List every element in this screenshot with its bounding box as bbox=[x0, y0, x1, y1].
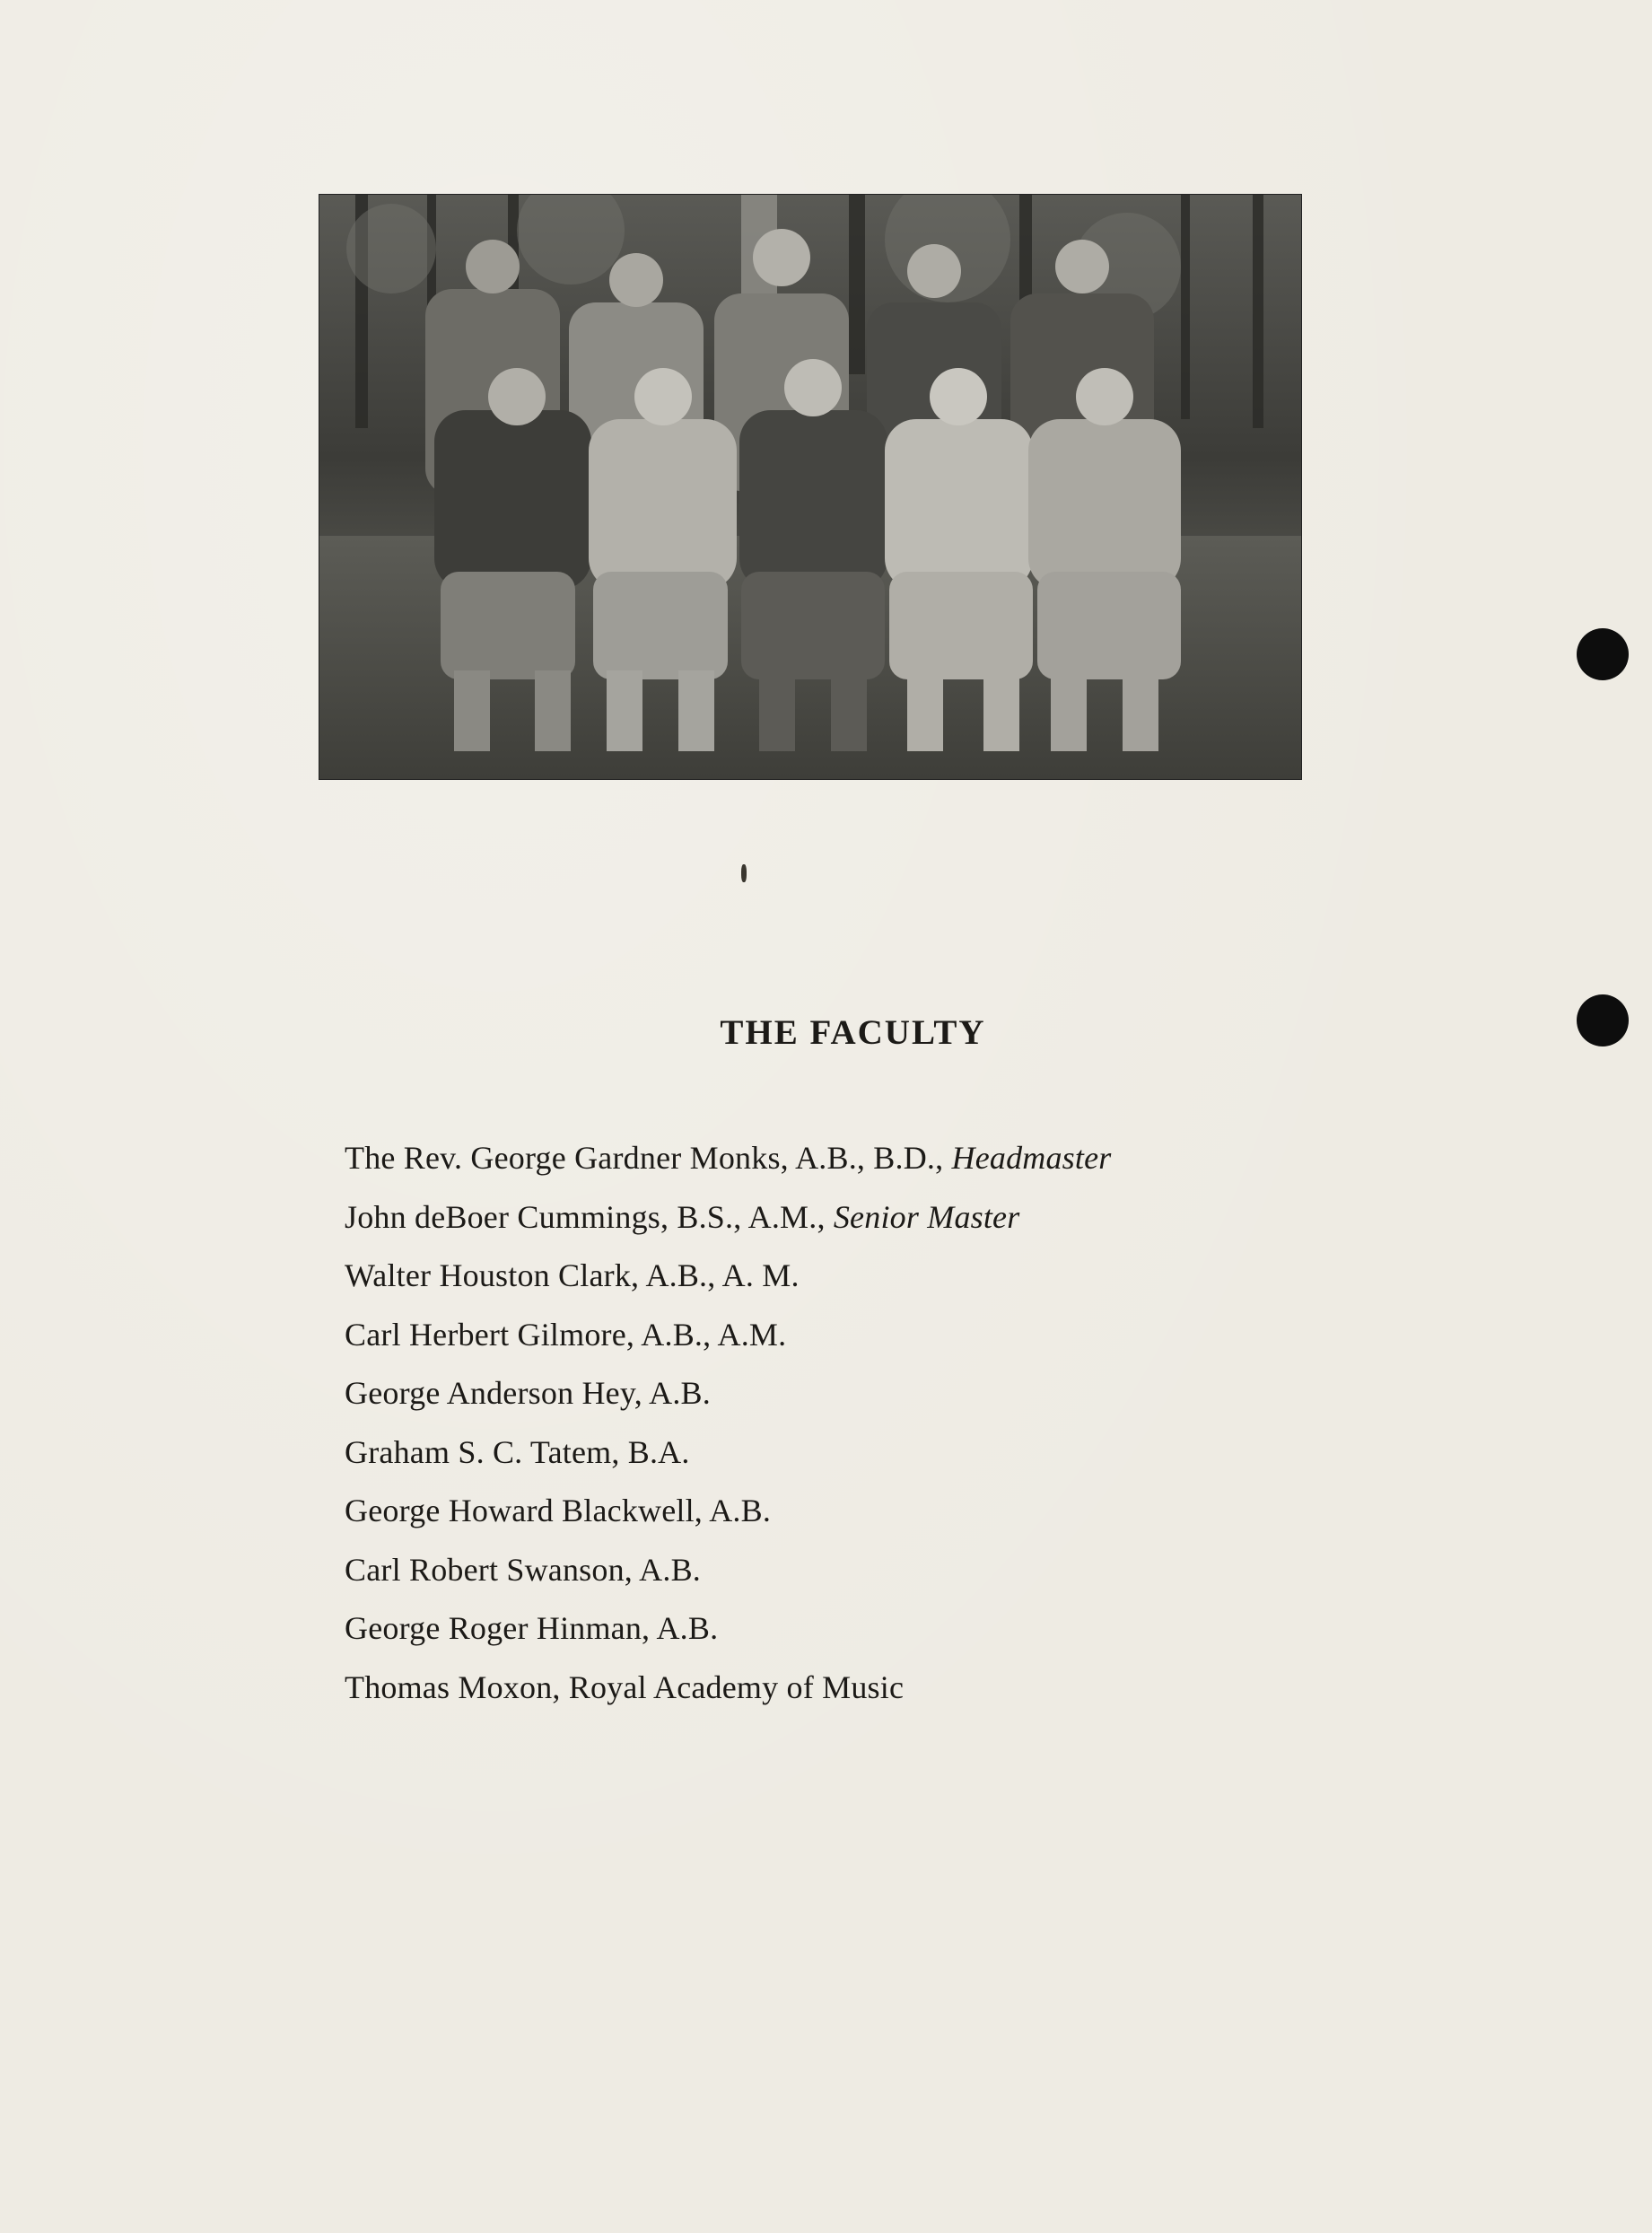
page-title: THE FACULTY bbox=[720, 1013, 986, 1052]
list-item: George Roger Hinman, A.B. bbox=[345, 1610, 719, 1646]
faculty-photo-illustration bbox=[319, 195, 1301, 779]
faculty-list bbox=[345, 1129, 1332, 1717]
paper-speck bbox=[741, 864, 747, 882]
list-item: Thomas Moxon, Royal Academy of Music bbox=[345, 1668, 905, 1705]
list-item: George Anderson Hey, A.B. bbox=[345, 1375, 711, 1411]
list-item: John deBoer Cummings, B.S., A.M., Senior Master bbox=[345, 1198, 1020, 1235]
punch-hole bbox=[1577, 994, 1629, 1046]
list-item: Graham S. C. Tatem, B.A. bbox=[345, 1433, 690, 1470]
list-item: George Howard Blackwell, A.B. bbox=[345, 1493, 772, 1528]
list-item: The Rev. George Gardner Monks, A.B., B.D., Headmaster bbox=[345, 1140, 1112, 1176]
list-item: Walter Houston Clark, A.B., A. M. bbox=[345, 1257, 800, 1293]
faculty-group-photo bbox=[319, 195, 1301, 779]
list-item: Carl Robert Swanson, A.B. bbox=[345, 1551, 701, 1588]
punch-hole bbox=[1577, 628, 1629, 680]
list-item: Carl Herbert Gilmore, A.B., A.M. bbox=[345, 1316, 787, 1353]
